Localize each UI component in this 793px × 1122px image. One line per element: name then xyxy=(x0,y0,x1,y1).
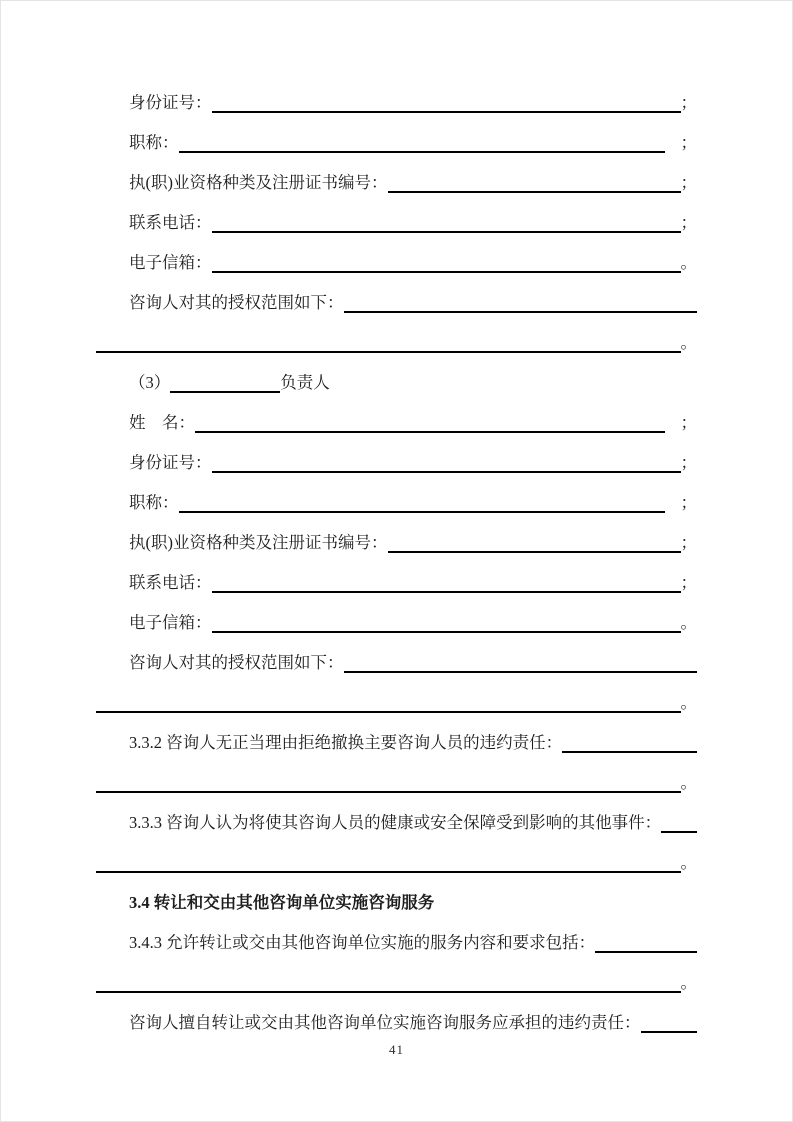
form-field-row xyxy=(96,473,697,513)
numbered-clause-row xyxy=(96,913,697,953)
fill-in-blank[interactable] xyxy=(212,630,681,633)
responsible-person-row xyxy=(96,353,697,393)
clause-label: 咨询人擅自转让或交由其他咨询单位实施咨询服务应承担的违约责任： xyxy=(129,1013,641,1032)
line-end-punctuation: ； xyxy=(680,413,697,432)
form-field-row xyxy=(96,433,697,473)
field-label: 身份证号： xyxy=(129,93,212,112)
field-label: 身份证号： xyxy=(129,453,212,472)
page-footer xyxy=(96,1033,697,1058)
line-end-punctuation: 。 xyxy=(680,973,697,992)
numbered-clause-row xyxy=(96,793,697,833)
field-label: 电子信箱： xyxy=(129,253,212,272)
field-label: 执(职)业资格种类及注册证书编号： xyxy=(129,173,388,192)
fill-in-blank[interactable] xyxy=(96,790,681,793)
line-end-punctuation: 。 xyxy=(680,853,697,872)
clause-label: 3.4.3 允许转让或交由其他咨询单位实施的服务内容和要求包括： xyxy=(129,933,596,952)
line-end-punctuation: 。 xyxy=(680,613,697,632)
fill-in-blank[interactable] xyxy=(212,270,681,273)
line-end-punctuation: ； xyxy=(680,533,697,552)
section-heading xyxy=(96,873,697,913)
page-number: 41 xyxy=(389,1042,404,1057)
line-end-punctuation: 。 xyxy=(680,693,697,712)
fill-in-blank[interactable] xyxy=(170,390,280,393)
continuation-line-row xyxy=(96,833,697,873)
form-field-row xyxy=(96,273,697,313)
continuation-line-row xyxy=(96,753,697,793)
clause-label: 3.3.3 咨询人认为将使其咨询人员的健康或安全保障受到影响的其他事件： xyxy=(129,813,662,832)
fill-in-blank[interactable] xyxy=(96,710,681,713)
field-label: 咨询人对其的授权范围如下： xyxy=(129,293,344,312)
fill-in-blank[interactable] xyxy=(212,470,681,473)
field-label: 职称： xyxy=(129,493,179,512)
fill-in-blank[interactable] xyxy=(595,950,697,953)
continuation-line-row xyxy=(96,673,697,713)
field-label: 职称： xyxy=(129,133,179,152)
fill-in-blank[interactable] xyxy=(661,830,697,833)
fill-in-blank[interactable] xyxy=(212,230,681,233)
form-field-row xyxy=(96,193,697,233)
line-end-punctuation: ； xyxy=(680,93,697,112)
numbered-clause-row xyxy=(96,993,697,1033)
line-end-punctuation: ； xyxy=(680,173,697,192)
line-end-punctuation: ； xyxy=(680,213,697,232)
item-suffix: 负责人 xyxy=(280,373,330,392)
line-end-punctuation: ； xyxy=(680,493,697,512)
field-label: 咨询人对其的授权范围如下： xyxy=(129,653,344,672)
field-label: 联系电话： xyxy=(129,213,212,232)
form-field-row xyxy=(96,513,697,553)
fill-in-blank[interactable] xyxy=(195,430,665,433)
clause-label: 3.3.2 咨询人无正当理由拒绝撤换主要咨询人员的违约责任： xyxy=(129,733,563,752)
line-end-punctuation: ； xyxy=(680,133,697,152)
fill-in-blank[interactable] xyxy=(641,1030,698,1033)
section-heading-text: 3.4 转让和交由其他咨询单位实施咨询服务 xyxy=(129,893,435,912)
continuation-line-row xyxy=(96,953,697,993)
continuation-line-row xyxy=(96,313,697,353)
form-field-row xyxy=(96,73,697,113)
fill-in-blank[interactable] xyxy=(96,990,681,993)
fill-in-blank[interactable] xyxy=(562,750,697,753)
field-label: 电子信箱： xyxy=(129,613,212,632)
line-end-punctuation: ； xyxy=(680,573,697,592)
form-field-row xyxy=(96,233,697,273)
form-field-row xyxy=(96,593,697,633)
fill-in-blank[interactable] xyxy=(96,870,681,873)
form-field-row xyxy=(96,153,697,193)
fill-in-blank[interactable] xyxy=(179,510,665,513)
form-field-row xyxy=(96,393,697,433)
fill-in-blank[interactable] xyxy=(212,590,681,593)
item-number: （3） xyxy=(129,373,171,392)
field-label: 联系电话： xyxy=(129,573,212,592)
field-label: 姓 名： xyxy=(129,413,195,432)
line-end-punctuation: 。 xyxy=(680,333,697,352)
field-label: 执(职)业资格种类及注册证书编号： xyxy=(129,533,388,552)
fill-in-blank[interactable] xyxy=(96,350,681,353)
form-field-row xyxy=(96,553,697,593)
form-field-row xyxy=(96,113,697,153)
line-end-punctuation: ； xyxy=(680,453,697,472)
form-field-row xyxy=(96,633,697,673)
fill-in-blank[interactable] xyxy=(344,310,698,313)
fill-in-blank[interactable] xyxy=(179,150,665,153)
line-end-punctuation: 。 xyxy=(680,773,697,792)
fill-in-blank[interactable] xyxy=(344,670,698,673)
numbered-clause-row xyxy=(96,713,697,753)
fill-in-blank[interactable] xyxy=(388,550,681,553)
fill-in-blank[interactable] xyxy=(388,190,681,193)
fill-in-blank[interactable] xyxy=(212,110,681,113)
line-end-punctuation: 。 xyxy=(680,253,697,272)
